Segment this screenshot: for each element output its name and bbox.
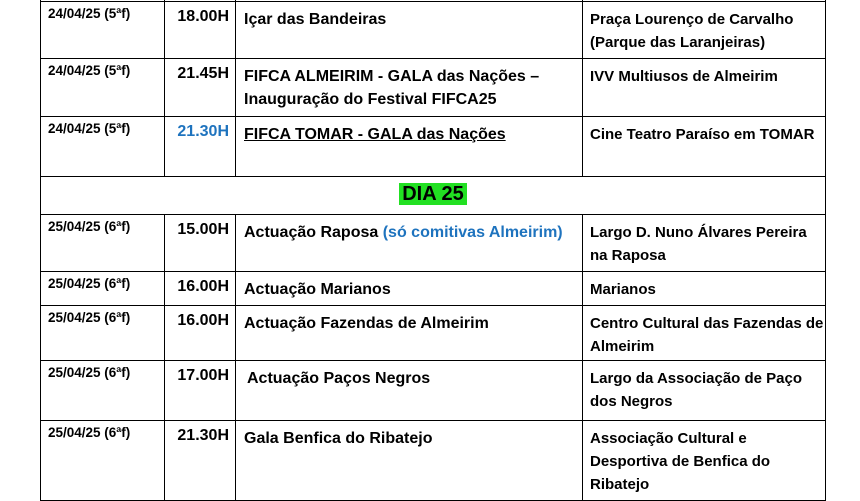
- table-row: [41, 215, 826, 272]
- time-cell: 21.30H: [165, 421, 236, 501]
- place-cell: Associação Cultural e Desportiva de Benfica do Ribatejo: [583, 421, 826, 501]
- place-cell: Largo D. Nuno Álvares Pereira na Raposa: [583, 215, 826, 272]
- event-cell: Içar das Bandeiras: [236, 2, 583, 59]
- table-row: [41, 272, 826, 306]
- schedule-table: [40, 0, 826, 501]
- event-cell: Actuação Paços Negros: [236, 361, 583, 421]
- date-cell: 24/04/25 (5ªf): [41, 59, 165, 117]
- event-text: Actuação Raposa: [244, 224, 379, 241]
- event-note: (só comitivas Almeirim): [382, 224, 563, 241]
- place-cell: Cine Teatro Paraíso em TOMAR: [583, 117, 826, 177]
- event-cell: FIFCA ALMEIRIM - GALA das Nações – Inauguração do Festival FIFCA25: [236, 59, 583, 117]
- date-cell: 25/04/25 (6ªf): [41, 421, 165, 501]
- event-cell: Actuação Fazendas de Almeirim: [236, 306, 583, 361]
- time-cell: 15.00H: [165, 215, 236, 272]
- table-row: [41, 361, 826, 421]
- time-cell: 16.00H: [165, 272, 236, 306]
- date-cell: 25/04/25 (6ªf): [41, 215, 165, 272]
- day-header: DIA 25: [399, 183, 467, 205]
- date-cell: 24/04/25 (5ªf): [41, 2, 165, 59]
- table-row: [41, 59, 826, 117]
- day-header-row: [41, 177, 826, 215]
- date-cell: 25/04/25 (6ªf): [41, 361, 165, 421]
- table-row: [41, 117, 826, 177]
- event-cell: [236, 215, 583, 272]
- event-cell: Actuação Marianos: [236, 272, 583, 306]
- place-cell: Marianos: [583, 272, 826, 306]
- time-cell: 21.45H: [165, 59, 236, 117]
- place-cell: Centro Cultural das Fazendas de Almeirim: [583, 306, 826, 361]
- time-cell: 16.00H: [165, 306, 236, 361]
- date-cell: 25/04/25 (6ªf): [41, 272, 165, 306]
- time-cell: 21.30H: [165, 117, 236, 177]
- event-cell: Gala Benfica do Ribatejo: [236, 421, 583, 501]
- place-cell: Largo da Associação de Paço dos Negros: [583, 361, 826, 421]
- date-cell: 24/04/25 (5ªf): [41, 117, 165, 177]
- table-row: [41, 306, 826, 361]
- time-cell: 18.00H: [165, 2, 236, 59]
- date-cell: 25/04/25 (6ªf): [41, 306, 165, 361]
- time-cell: 17.00H: [165, 361, 236, 421]
- place-cell: IVV Multiusos de Almeirim: [583, 59, 826, 117]
- place-cell: Praça Lourenço de Carvalho (Parque das Laranjeiras): [583, 2, 826, 59]
- table-row: [41, 2, 826, 59]
- table-row: [41, 421, 826, 501]
- event-cell: FIFCA TOMAR - GALA das Nações: [236, 117, 583, 177]
